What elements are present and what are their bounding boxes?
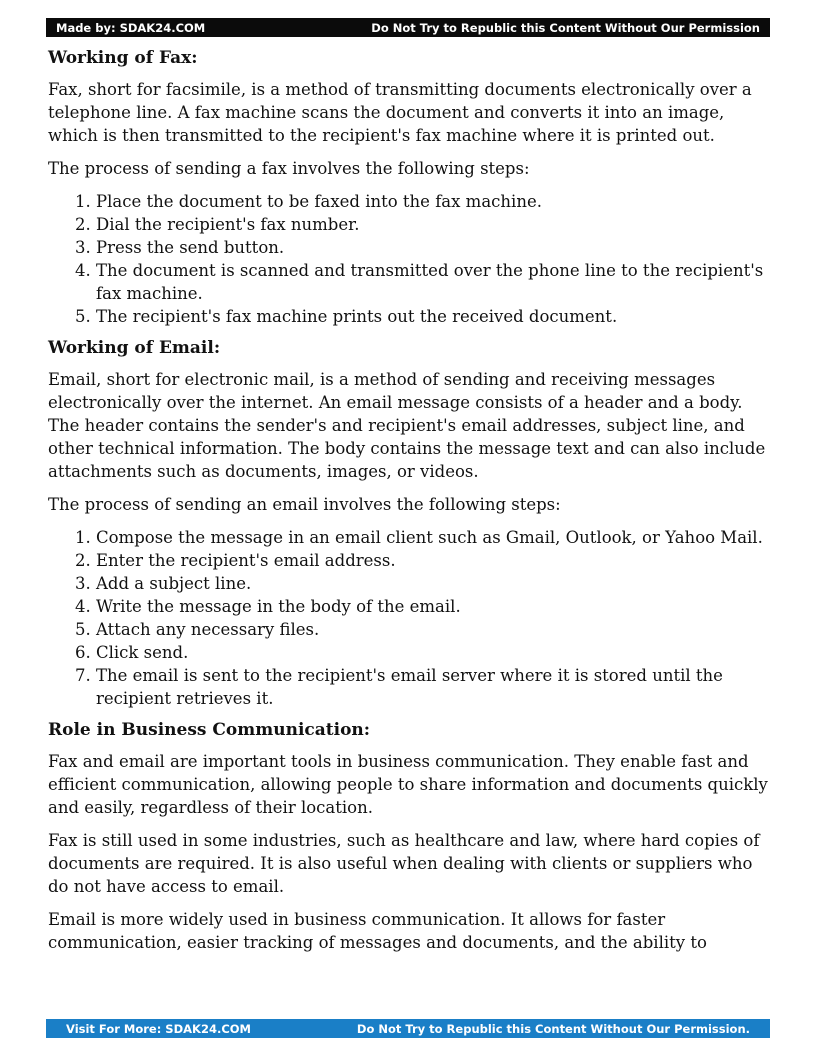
footer-banner — [46, 1019, 770, 1038]
list-item: 7. The email is sent to the recipient's email server where it is stored until the recipient retrieves it. — [96, 664, 770, 710]
list-item: 4. Write the message in the body of the email. — [96, 595, 770, 618]
list-item: 3. Add a subject line. — [96, 572, 770, 595]
list-item: 2. Dial the recipient's fax number. — [96, 213, 770, 236]
role-paragraph-2: Fax is still used in some industries, such as healthcare and law, where hard copies of documents are required. It is also useful when dealing with clients or suppliers who do not have access to email. — [48, 831, 760, 896]
list-item: 6. Click send. — [96, 641, 770, 664]
footer-copyright-notice: Do Not Try to Republic this Content Without Our Permission. — [356, 1021, 750, 1036]
header-copyright-notice: Do Not Try to Republic this Content Without Our Permission — [371, 20, 760, 35]
email-steps-intro: The process of sending an email involves the following steps: — [48, 495, 561, 514]
document-body — [48, 46, 770, 964]
role-paragraph-3: Email is more widely used in business communication. It allows for faster communication, easier tracking of messages and documents, and the ability to — [48, 910, 707, 952]
fax-steps-intro: The process of sending a fax involves the following steps: — [48, 159, 530, 178]
list-item: 1. Compose the message in an email client such as Gmail, Outlook, or Yahoo Mail. — [96, 526, 770, 549]
fax-intro: Fax, short for facsimile, is a method of transmitting documents electronically over a telephone line. A fax machine scans the document and converts it into an image, which is then transmitted to the recipient's fax machine where it is printed out. — [48, 80, 752, 145]
email-steps-list — [48, 526, 770, 710]
footer-site-link: Visit For More: SDAK24.COM — [66, 1021, 251, 1036]
header-site-credit: Made by: SDAK24.COM — [56, 20, 206, 35]
list-item: 4. The document is scanned and transmitted over the phone line to the recipient's fax machine. — [96, 259, 770, 305]
list-item: 5. The recipient's fax machine prints out the received document. — [96, 305, 770, 328]
fax-heading: Working of Fax: — [48, 48, 198, 68]
list-item: 5. Attach any necessary files. — [96, 618, 770, 641]
email-intro: Email, short for electronic mail, is a method of sending and receiving messages electronically over the internet. An email message consists of a header and a body. The header contains the sender's and recipient's email addresses, subject line, and other technical information. The body contains the message text and can also include attachments such as documents, images, or videos. — [48, 370, 766, 481]
role-heading: Role in Business Communication: — [48, 720, 371, 740]
header-banner — [46, 18, 770, 37]
list-item: 1. Place the document to be faxed into the fax machine. — [96, 190, 770, 213]
list-item: 3. Press the send button. — [96, 236, 770, 259]
list-item: 2. Enter the recipient's email address. — [96, 549, 770, 572]
email-heading: Working of Email: — [48, 338, 221, 358]
fax-steps-list — [48, 190, 770, 328]
role-paragraph-1: Fax and email are important tools in business communication. They enable fast and efficient communication, allowing people to share information and documents quickly and easily, regardless of their location. — [48, 752, 768, 817]
